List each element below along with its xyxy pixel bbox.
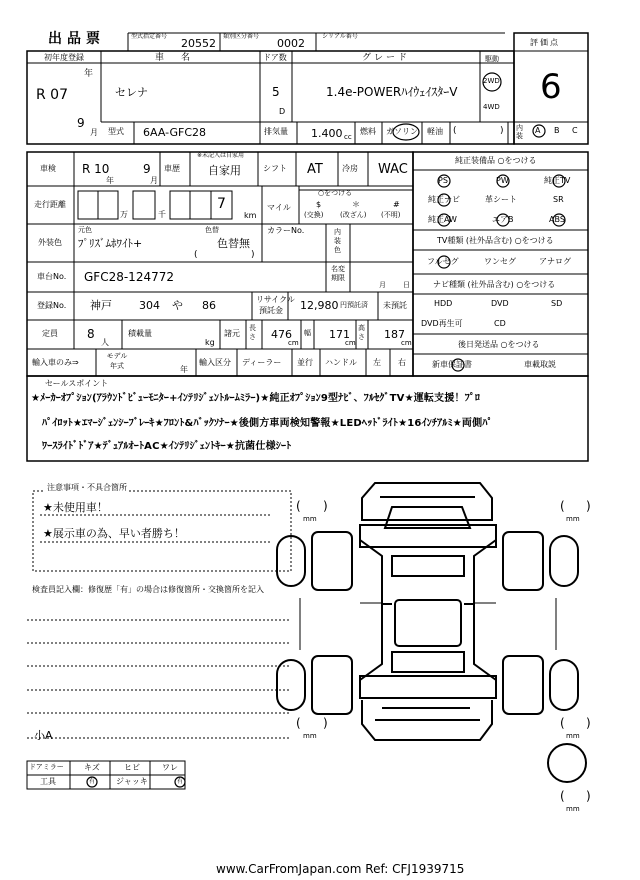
model-type-label: 型式	[108, 127, 124, 136]
drive-4wd: 4WD	[483, 103, 500, 111]
handle-label: ハンドル	[325, 358, 357, 367]
category-label: 類別区分番号	[223, 33, 260, 40]
door-type: D	[279, 107, 286, 116]
first-reg-month: 9	[77, 116, 85, 130]
tv-oneseg: ワンセグ	[484, 257, 516, 266]
first-reg-year: R 07	[36, 87, 68, 103]
equip-tv: 純正TV	[544, 176, 571, 185]
navi-type-label: ナビ種類 (社外品含む) ○をつける	[433, 280, 556, 289]
recycle-unit: 円預託済	[340, 301, 368, 309]
tread-rr-open: (	[560, 716, 565, 730]
import-label: 輸入車のみ⇒	[32, 358, 79, 367]
height-unit: cm	[401, 339, 412, 347]
model-designation-value: 20552	[181, 37, 216, 50]
chassis-value: GFC28-124772	[84, 270, 174, 284]
later-label: 後日発送品 ○をつける	[458, 340, 540, 349]
tread-fr-unit: mm	[566, 515, 580, 523]
tread-spare-close: )	[586, 789, 591, 803]
inspection-label: 車検	[40, 164, 56, 173]
sales-point-line-1: ★ﾒｰｶｰｵﾌﾟｼｮﾝ(ｱﾗｳﾝﾄﾞﾋﾞｭｰﾓﾆﾀｰ+ｲﾝﾃﾘｼﾞｪﾝﾄﾙｰﾑﾐﾗｰ)★純正ｵﾌﾟｼｮﾝ9型ﾅﾋﾞ、ﾌﾙｾｸﾞTV★運転支援！ﾌﾟﾛ	[31, 393, 481, 404]
capacity-value: 8	[87, 327, 95, 341]
mileage-km-unit: km	[244, 211, 257, 220]
interior-c: C	[572, 126, 578, 135]
handle-left: 左	[373, 358, 381, 367]
usage-note: ※未記入は自家用	[197, 152, 245, 159]
footer-watermark	[216, 863, 464, 875]
first-reg-year-unit: 年	[84, 69, 94, 79]
navi-dvd-play: DVD再生可	[421, 319, 463, 328]
note-line-1: ★未使用車！	[43, 501, 108, 514]
mileage-digit: 7	[217, 196, 226, 212]
mileage-label: 走行距離	[34, 200, 66, 209]
shift-label: シフト	[263, 164, 287, 173]
drive-2wd: 2WD	[483, 77, 500, 85]
exchange-label: (交換)	[304, 211, 324, 219]
category-value: 0002	[277, 37, 305, 50]
mileage-man-unit: 万	[120, 210, 128, 219]
navi-hdd: HDD	[434, 299, 453, 308]
original-color-label: 元色	[78, 226, 92, 234]
tv-type-label: TV種類 (社外品含む) ○をつける	[437, 236, 554, 245]
length-label: 長さ	[249, 324, 256, 341]
jack-label: ジャッキ	[116, 777, 148, 786]
name-change-month: 月	[379, 281, 386, 289]
repaint-bracket-open: (	[194, 250, 198, 260]
form-title: 出品票	[48, 31, 105, 47]
equipment-label: 純正装備品 ○をつける	[455, 156, 537, 165]
spare-tire-icon	[547, 743, 587, 783]
color-no-label: カラーNo.	[267, 226, 305, 235]
unknown-label: (不明)	[381, 211, 401, 219]
later-manual: 車載取説	[524, 360, 556, 369]
inspection-month-unit: 月	[150, 176, 158, 185]
score-label: 評価点	[530, 38, 560, 47]
tread-spare-unit: mm	[566, 805, 580, 813]
jack-mark: 有	[177, 778, 184, 785]
tread-rl-close: )	[323, 716, 328, 730]
color-label: 外装色	[38, 238, 62, 247]
inspection-year-unit: 年	[106, 176, 114, 185]
exchange-symbol: $	[316, 200, 322, 209]
height-label: 高さ	[358, 324, 365, 341]
footer-site: www.CarFromJapan.com	[216, 862, 362, 876]
mileage-sen-unit: 千	[158, 210, 166, 219]
equip-navi: 純正ナビ	[428, 195, 460, 204]
inspection-era: R 10	[82, 162, 110, 176]
plate-class: 304	[139, 299, 160, 312]
width-label: 幅	[304, 329, 311, 337]
ac-label: 冷房	[342, 164, 358, 173]
fuel-bracket-close: )	[500, 126, 504, 136]
model-type-value: 6AA-GFC28	[143, 126, 207, 139]
score-value: 6	[540, 67, 562, 107]
equip-sr: SR	[553, 195, 564, 204]
repaint-value: 色替無	[217, 237, 250, 250]
model-year-unit: 年	[180, 365, 188, 374]
width-unit: cm	[345, 339, 356, 347]
light-oil-label: 軽油	[427, 127, 443, 136]
load-label: 積載量	[128, 329, 152, 338]
dimension-label: 諸元	[224, 329, 240, 338]
car-name: セレナ	[115, 86, 148, 99]
usage-label: 車歴	[164, 164, 180, 173]
navi-dvd: DVD	[491, 299, 509, 308]
crack-label: ヒビ	[124, 763, 140, 772]
model-year-label: モデル年式	[106, 352, 128, 370]
grade-label: グレード	[362, 53, 411, 63]
doors-label: ドア数	[263, 53, 287, 62]
displacement-value: 1.400	[311, 127, 343, 140]
model-designation-label: 型式指定番号	[131, 33, 168, 40]
tamper-label: (改ざん)	[340, 211, 367, 219]
vehicle-diagram	[277, 483, 578, 740]
tread-rl-open: (	[296, 716, 301, 730]
sales-point-line-3: ﾜｰｽﾗｲﾄﾞﾄﾞｱ★ﾃﾞｭｱﾙｵｰﾄAC★ｲﾝﾃﾘｼﾞｪﾝﾄｷｰ★抗菌仕様ｼｰﾄ	[42, 441, 292, 452]
inspector-label: 検査員記入欄：修復歴「有」の場合は修復箇所・交換箇所を記入	[32, 585, 264, 594]
plate-label: 登録No.	[37, 301, 67, 310]
inspector-note: 小A	[34, 729, 53, 742]
load-unit: kg	[205, 338, 215, 347]
grade-value: 1.4e-POWERﾊｲｳｪｲｽﾀｰV	[326, 85, 458, 99]
equip-ps: PS	[438, 176, 448, 185]
notes-label: 注意事項・不具合箇所	[47, 483, 127, 492]
navi-sd: SD	[551, 299, 563, 308]
interior-color-label: 内装色	[334, 228, 341, 254]
interior-b: B	[554, 126, 560, 135]
recycle-sub: 預託金	[259, 306, 283, 315]
scratch-label: キズ	[84, 763, 100, 772]
capacity-unit: 人	[101, 338, 109, 347]
displacement-unit: cc	[344, 133, 352, 141]
break-label: ワレ	[162, 763, 178, 772]
recycle-status: 未預託	[383, 301, 407, 310]
tread-fr-open: (	[560, 499, 565, 513]
serial-label: シリアル番号	[322, 33, 358, 40]
tread-fl-close: )	[323, 499, 328, 513]
width-value: 171	[329, 328, 350, 341]
length-unit: cm	[288, 339, 299, 347]
equip-abs: ABS	[549, 215, 565, 224]
tread-rr-close: )	[586, 716, 591, 730]
inspection-month: 9	[143, 162, 151, 176]
plate-kana: や	[172, 299, 183, 312]
first-reg-label: 初年度登録	[44, 53, 84, 62]
tools-mark: 有	[89, 778, 96, 785]
navi-cd: CD	[494, 319, 506, 328]
equip-leather: 革シート	[485, 195, 517, 204]
sales-point-line-2: ﾊﾟｲﾛｯﾄ★ｴﾏｰｼﾞｪﾝｼｰﾌﾞﾚｰｷ★ﾌﾛﾝﾄ&ﾊﾞｯｸｿﾅｰ★後側方車両検知警報★LEDﾍｯﾄﾞﾗｲﾄ★16ｲﾝﾁｱﾙﾐ★両側ﾊﾟ	[42, 418, 493, 429]
first-reg-month-unit: 月	[90, 128, 98, 137]
tamper-symbol: ＊	[352, 200, 360, 209]
tools-label: 工具	[40, 777, 56, 786]
later-warranty: 新車保証書	[432, 360, 472, 369]
car-name-label: 車 名	[155, 53, 195, 63]
sales-points-label: セールスポイント	[45, 379, 109, 388]
drive-label: 駆動	[485, 55, 499, 63]
name-change-day: 日	[403, 281, 410, 289]
doors-value: 5	[272, 85, 280, 99]
name-change-label: 名変期限	[331, 265, 345, 282]
mileage-circle-note: ○をつける	[318, 189, 353, 197]
tread-fr-close: )	[586, 499, 591, 513]
plate-number: 86	[202, 299, 216, 312]
ac-value: WAC	[378, 162, 408, 177]
tv-analog: アナログ	[539, 257, 571, 266]
interior-label: 内装	[516, 124, 523, 140]
tread-spare-open: (	[560, 789, 565, 803]
door-mirror-label: ドアミラー	[29, 763, 64, 771]
equip-aw: 純正AW	[428, 215, 457, 224]
capacity-label: 定員	[42, 329, 58, 338]
fuel-label: 燃料	[360, 127, 376, 136]
mile-label: マイル	[267, 203, 291, 212]
import-class-label: 輸入区分	[199, 358, 231, 367]
note-line-2: ★展示車の為、早い者勝ち！	[43, 527, 185, 540]
tread-fl-open: (	[296, 499, 301, 513]
equip-airbag: エアB	[492, 215, 514, 224]
fuel-value: ガソリン	[386, 127, 418, 136]
parallel-label: 並行	[297, 358, 313, 367]
plate-area: 神戸	[90, 299, 112, 312]
tread-rr-unit: mm	[566, 732, 580, 740]
length-value: 476	[271, 328, 292, 341]
shift-value: AT	[307, 162, 323, 177]
equip-pw: PW	[496, 176, 509, 185]
footer-ref: Ref: CFJ1939715	[365, 862, 465, 876]
repaint-label: 色替	[205, 226, 219, 234]
unknown-symbol: #	[393, 200, 400, 209]
displacement-label: 排気量	[264, 127, 288, 136]
recycle-label: リサイクル	[256, 295, 295, 304]
usage-value: 自家用	[208, 164, 241, 177]
dealer-label: ディーラー	[242, 358, 282, 367]
tv-fullseg: フルセグ	[427, 257, 459, 266]
tread-fl-unit: mm	[303, 515, 317, 523]
chassis-label: 車台No.	[37, 272, 67, 281]
color-value: ﾌﾟﾘｽﾞﾑﾎﾜｲﾄ+	[78, 237, 143, 250]
interior-a: A	[535, 126, 541, 135]
height-value: 187	[384, 328, 405, 341]
tread-rl-unit: mm	[303, 732, 317, 740]
recycle-amount: 12,980	[300, 299, 339, 312]
repaint-bracket-close: )	[251, 250, 255, 260]
handle-right: 右	[398, 358, 406, 367]
fuel-bracket-open: (	[453, 126, 457, 136]
